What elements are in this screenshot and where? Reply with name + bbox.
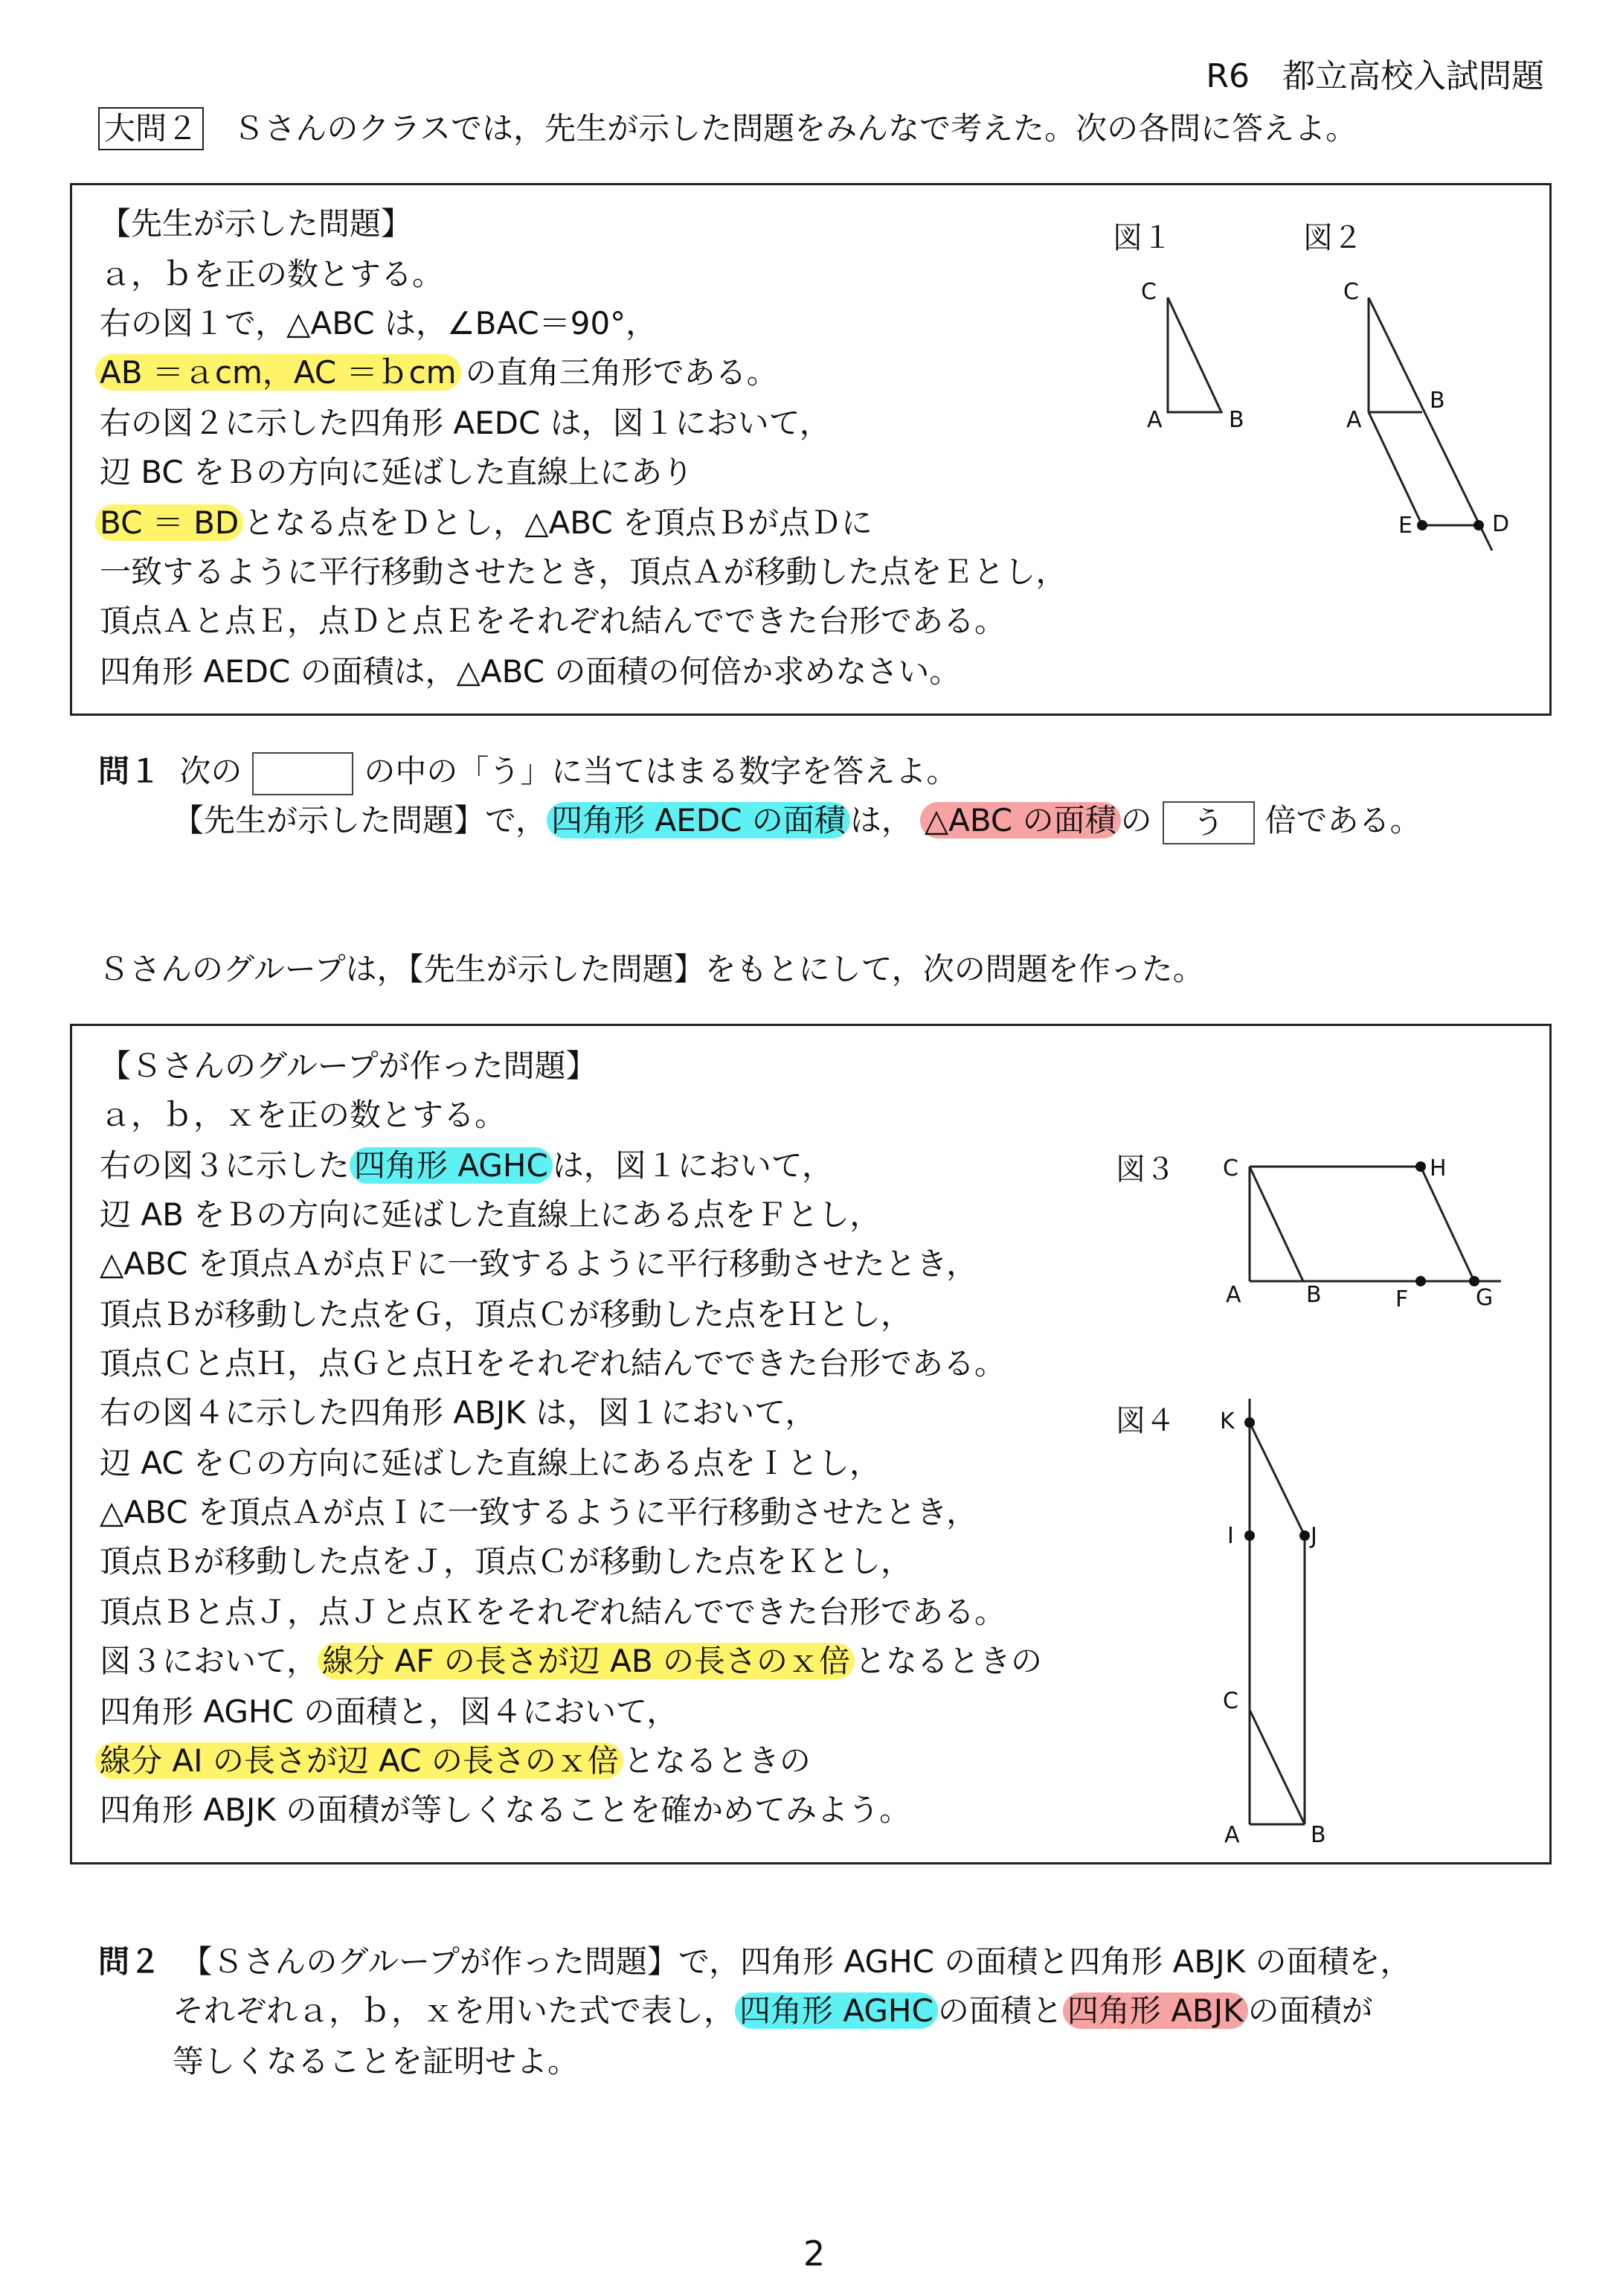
box2-line9: △ABC を頂点Ａが点Ｉに一致するように平行移動させたとき， (100, 1494, 978, 1530)
fig2-line-cd (1369, 298, 1492, 551)
highlight-q2-aghc: 四角形 AGHC (735, 1992, 938, 2029)
fig3-label: 図３ (1116, 1152, 1175, 1187)
fig4-label-i: I (1227, 1523, 1234, 1549)
fig2-point-e (1417, 520, 1427, 530)
box2-line3: 辺 AB をＢの方向に延ばした直線上にある点をＦとし， (100, 1196, 881, 1233)
box1-line7: 一致するように平行移動させたとき，頂点Ａが移動した点をＥとし， (100, 554, 1067, 590)
fig1-label-c: C (1141, 279, 1157, 305)
fig1-triangle-abc (1168, 298, 1221, 412)
highlight-q2-abjk: 四角形 ABJK (1063, 1992, 1248, 2029)
box2-line13: 四角形 AGHC の面積と，図４において， (100, 1693, 678, 1730)
fig2-label-c: C (1343, 279, 1359, 305)
fig2-point-d (1473, 520, 1484, 530)
q1-line2: 【先生が示した問題】で， 四角形 AEDC の面積 は， △ABC の面積 の う 倍である。 (173, 796, 1421, 845)
box2-line4: △ABC を頂点Ａが点Ｆに一致するように平行移動させたとき， (100, 1245, 978, 1282)
box2-line10: 頂点Ｂが移動した点をＪ，頂点Ｃが移動した点をＫとし， (100, 1543, 913, 1580)
fig4-label-b: B (1311, 1822, 1326, 1848)
box2-line15: 四角形 ABJK の面積が等しくなることを確かめてみよう。 (100, 1792, 911, 1828)
q1-blank-box (252, 752, 353, 795)
fig2-label: 図２ (1303, 221, 1363, 255)
section-label: 大問２ (98, 107, 204, 150)
fig2-label-a: A (1346, 407, 1362, 433)
fig3-label-f: F (1395, 1286, 1409, 1312)
box1-line1: ａ，ｂを正の数とする。 (100, 256, 444, 292)
box1-title: 【先生が示した問題】 (100, 205, 413, 242)
fig1-label: 図１ (1113, 221, 1172, 255)
q1-label: 問１ (98, 753, 161, 789)
box1-line2: 右の図１で，△ABC は，∠BAC＝90°， (100, 305, 658, 341)
highlight-af-ratio: 線分 AF の長さが辺 AB の長さのｘ倍 (318, 1643, 855, 1679)
fig3-label-c: C (1223, 1155, 1238, 1181)
box2-title: 【Ｓさんのグループが作った問題】 (100, 1048, 597, 1084)
box2-line1: ａ，ｂ，ｘを正の数とする。 (100, 1097, 507, 1133)
q1-answer-box[interactable]: う (1163, 801, 1255, 844)
fig3-label-h: H (1430, 1155, 1447, 1181)
page-number: 2 (803, 2234, 826, 2274)
q2-line3: 等しくなることを証明せよ。 (173, 2043, 579, 2079)
highlight-ai-ratio: 線分 AI の長さが辺 AC の長さのｘ倍 (95, 1742, 623, 1779)
q2-line2: それぞれａ，ｂ，ｘを用いた式で表し， 四角形 AGHC の面積と 四角形 ABJK の面積が (173, 1992, 1373, 2029)
box2-line7: 右の図４に示した四角形 ABJK は，図１において， (100, 1394, 817, 1431)
fig3-label-b: B (1306, 1282, 1322, 1308)
box2-line12: 図３において， 線分 AF の長さが辺 AB の長さのｘ倍 となるときの (100, 1643, 1043, 1679)
box1-line8: 頂点Ａと点Ｅ，点Ｄと点Ｅをそれぞれ結んでできた台形である。 (100, 603, 1006, 639)
q2-line1: 問２ 【Ｓさんのグループが作った問題】で，四角形 AGHC の面積と四角形 ABJK の面積を， (98, 1943, 1412, 1980)
fig2-side-ae (1369, 412, 1422, 525)
fig2-label-b: B (1430, 388, 1445, 414)
box2-line2: 右の図３に示した 四角形 AGHC は，図１において， (100, 1147, 833, 1184)
box1-line3: AB ＝ａcm，AC ＝ｂcm の直角三角形である。 (95, 348, 778, 397)
box1-line4: 右の図２に示した四角形 AEDC は，図１において， (100, 405, 831, 441)
header-title: R6 都立高校入試問題 (1206, 57, 1544, 95)
box2-line8: 辺 AC をＣの方向に延ばした直線上にある点をＩとし， (100, 1445, 881, 1481)
highlight-bc-bd: BC ＝ BD (95, 504, 243, 541)
box2-line6: 頂点Ｃと点Ｈ，点Ｇと点Ｈをそれぞれ結んでできた台形である。 (100, 1345, 1006, 1382)
highlight-aedc-area: 四角形 AEDC の面積 (547, 802, 850, 838)
fig2-label-e: E (1398, 513, 1413, 539)
box1-line6: BC ＝ BD となる点をＤとし，△ABC を頂点Ｂが点Ｄに (95, 498, 872, 548)
box1-line9: 四角形 AEDC の面積は，△ABC の面積の何倍か求めなさい。 (100, 653, 961, 690)
fig1-label-b: B (1229, 407, 1244, 433)
box2-line11: 頂点Ｂと点Ｊ，点Ｊと点Ｋをそれぞれ結んでできた台形である。 (100, 1594, 1006, 1630)
fig4-label-j: J (1311, 1523, 1317, 1549)
box2-line5: 頂点Ｂが移動した点をＧ，頂点Ｃが移動した点をＨとし， (100, 1296, 913, 1333)
q1-line1: 問１ 次の の中の「う」に当てはまる数字を答えよ。 (98, 747, 957, 796)
fig3-label-g: G (1476, 1285, 1494, 1311)
fig2-label-d: D (1492, 511, 1510, 537)
box2-line14: 線分 AI の長さが辺 AC の長さのｘ倍 となるときの (95, 1737, 811, 1786)
fig4-label: 図４ (1116, 1404, 1175, 1438)
box1-line5: 辺 BC をＢの方向に延ばした直線上にあり (100, 454, 694, 490)
q2-label: 問２ (98, 1943, 161, 1980)
mid-text: Ｓさんのグループは，【先生が示した問題】をもとにして，次の問題を作った。 (98, 951, 1204, 987)
fig4-label-k: K (1220, 1408, 1235, 1434)
highlight-aghc: 四角形 AGHC (350, 1147, 553, 1184)
fig4-label-c: C (1223, 1688, 1238, 1714)
highlight-ab-ac: AB ＝ａcm，AC ＝ｂcm (95, 354, 461, 391)
intro-text: Ｓさんのクラスでは，先生が示した問題をみんなで考えた。次の各問に答えよ。 (233, 110, 1357, 147)
fig3-label-a: A (1226, 1282, 1241, 1308)
fig1-label-a: A (1147, 407, 1163, 433)
highlight-abc-area: △ABC の面積 (920, 802, 1121, 838)
fig4-label-a: A (1224, 1822, 1240, 1848)
